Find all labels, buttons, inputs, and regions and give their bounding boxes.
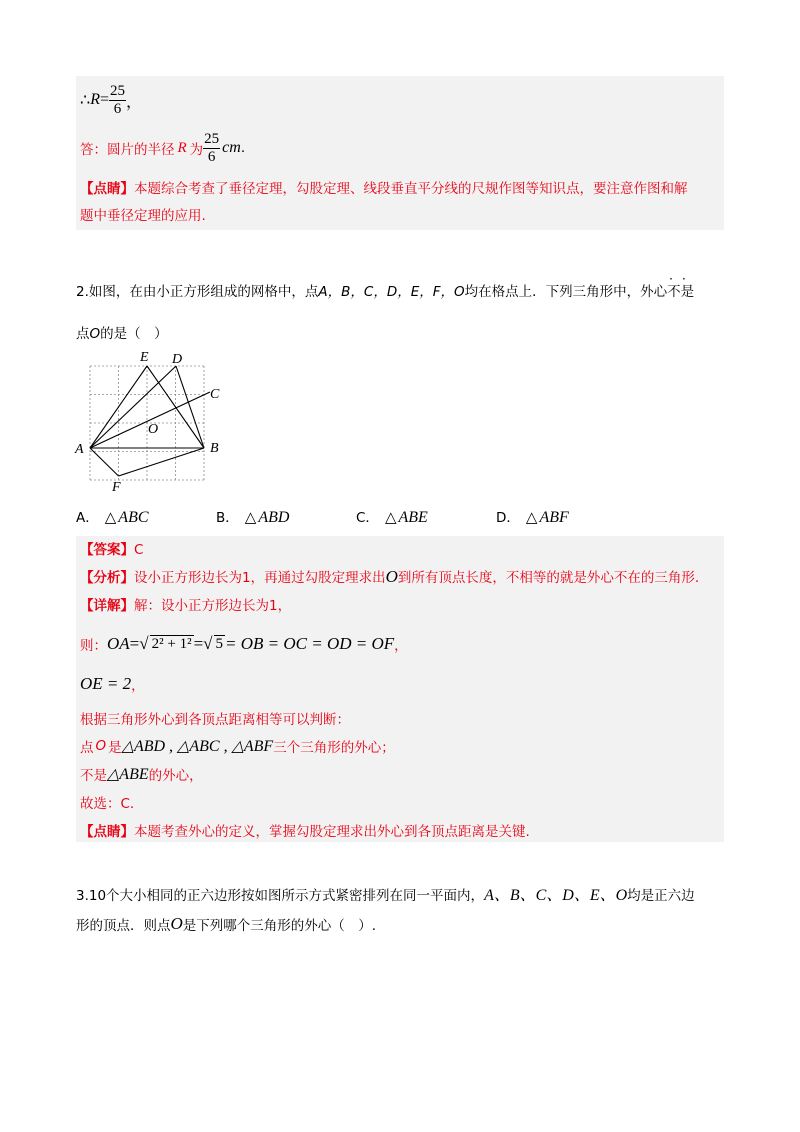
- judge-line: 根据三角形外心到各顶点距离相等可以判断：: [80, 712, 350, 728]
- option-a[interactable]: A． △ ABC: [76, 508, 149, 526]
- option-d[interactable]: D． △ ABF: [496, 508, 569, 526]
- label-b: B: [210, 441, 219, 456]
- q3-stem-line2: 形的顶点．则点 O 是下列哪个三角形的外心（ ）.: [76, 914, 377, 934]
- equals-sign: =: [99, 91, 109, 108]
- comment-paragraph-top: 【点睛】本题综合考查了垂径定理，勾股定理、线段垂直平分线的尺规作图等知识点，要注意作图和解 题中垂径定理的应用.: [80, 181, 688, 224]
- sqrt-body: 2² + 1²: [151, 636, 192, 652]
- option-c[interactable]: C． △ ABE: [356, 508, 428, 526]
- answer-tag-line: 【答案】C: [80, 542, 144, 558]
- label-o: O: [148, 422, 159, 437]
- comma: ，: [126, 91, 143, 111]
- comment-line-q2: 【点睛】本题考查外心的定义，掌握勾股定理求出外心到各顶点距离是关键.: [80, 824, 530, 840]
- emphasis-not: 不是 ··: [667, 272, 695, 300]
- option-b[interactable]: B． △ ABD: [216, 508, 290, 526]
- label-d: D: [172, 352, 183, 367]
- triangle-lines: [90, 366, 210, 476]
- calc-line: 则： OA = √ 2² + 1² = √ 5 = OB = OC = OD = OF ，: [80, 634, 408, 654]
- comment-tag: 【点睛】: [80, 181, 134, 197]
- not-line: 不是 △ABE 的外心，: [80, 766, 203, 784]
- r-result-line: [80, 80, 142, 120]
- analysis-line: 【分析】设小正方形边长为1，再通过勾股定理求出O到所有顶点长度，不相等的就是外心不在的三角形.: [80, 567, 700, 586]
- label-f: F: [112, 480, 121, 495]
- grid-figure: [72, 344, 232, 496]
- label-c: C: [210, 387, 220, 402]
- detail-line: 【详解】解：设小正方形边长为1，: [80, 598, 292, 614]
- fraction-25-6-answer: $\frac{25}{6}$: [204, 130, 220, 165]
- q2-stem-line2: 点O的是（ ）: [76, 326, 168, 342]
- q3-stem-line1: 3.10个大小相同的正六边形按如图所示方式紧密排列在同一平面内， A、B、C、D、E、O 均是正六边: [76, 887, 695, 904]
- choose-line: 故选：C.: [80, 796, 135, 812]
- q2-stem-line1: 2.如图，在由小正方形组成的网格中，点A，B，C，D，E，F，O均在格点上．下列三角形中，外心不是 ··: [76, 272, 695, 300]
- label-a: A: [75, 442, 84, 457]
- oe-line: OE = 2 ，: [80, 674, 145, 694]
- label-e: E: [140, 350, 149, 365]
- therefore-symbol: ∴: [80, 92, 91, 109]
- point-o-line: 点 O 是 △ABD , △ABC , △ABF 三个三角形的外心；: [80, 738, 395, 756]
- fraction-25-6: $\frac{25}{6}$: [110, 82, 125, 117]
- answer-value: C: [134, 542, 144, 558]
- q2-point-list: A，B，C，D，E，F，O: [318, 284, 465, 300]
- sqrt-5: 5: [215, 636, 224, 652]
- r-variable: R: [90, 91, 100, 108]
- answer-line: 答：圆片的半径 R 为 $\frac{25}{6}$ cm .: [80, 130, 246, 165]
- unit-cm: cm: [222, 139, 241, 156]
